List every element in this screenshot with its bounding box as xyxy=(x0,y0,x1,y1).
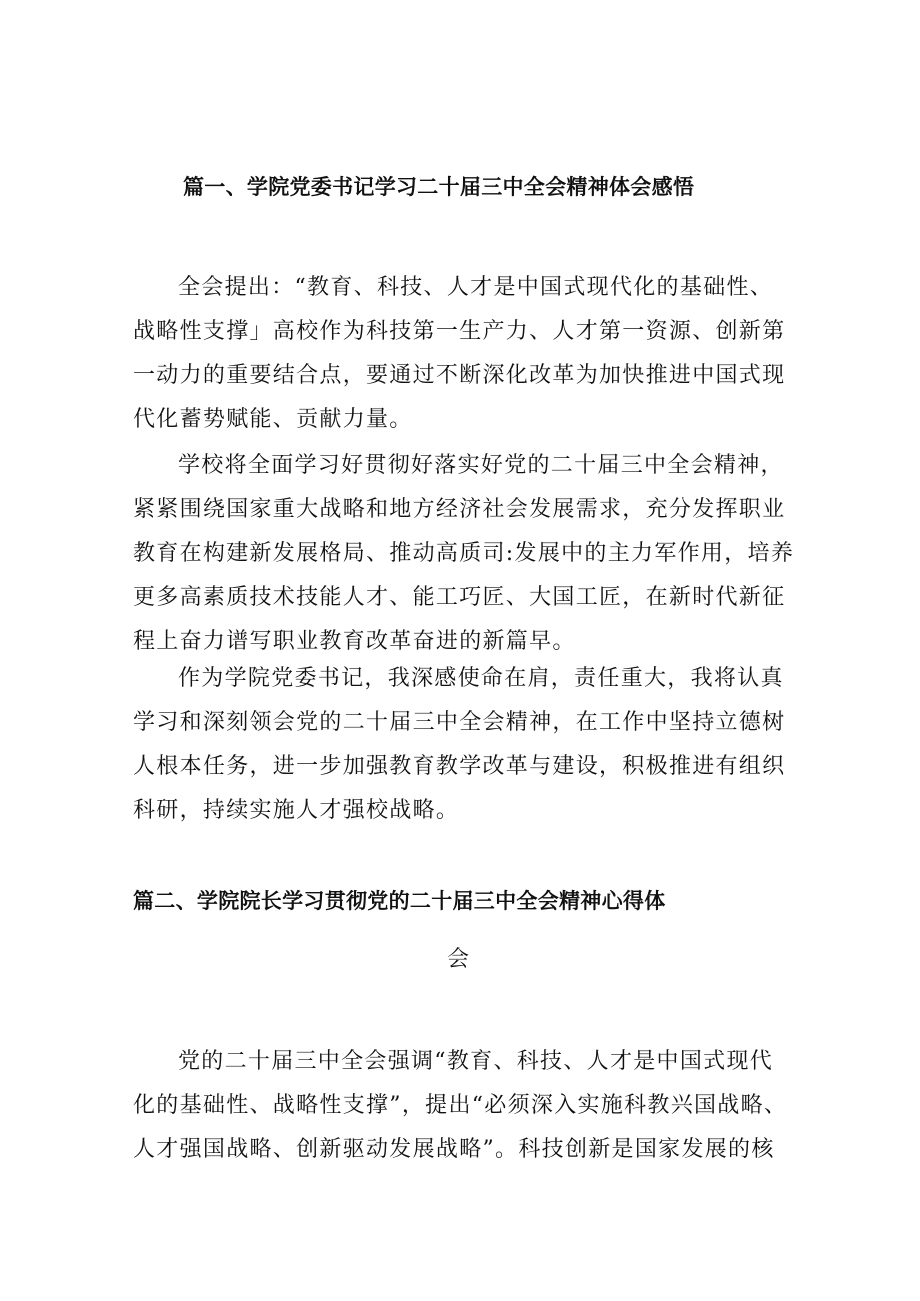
text-line: 程上奋力谱写职业教育改革奋进的新篇早。 xyxy=(133,629,576,654)
article-2-title-line-2: 会 xyxy=(447,947,470,972)
article-2-paragraph-1 xyxy=(133,1040,793,1172)
text-line: 更多高素质技术技能人才、能工巧匠、大国工匠，在新时代新征 xyxy=(133,585,786,610)
text-line: 紧紧围绕国家重大战略和地方经济社会发展需求，充分发挥职业 xyxy=(133,497,786,522)
text-line: 学校将全面学习好贯彻好落实好党的二十届三中全会精神， xyxy=(178,453,784,478)
text-line: 学习和深刻领会党的二十届三中全会精神，在工作中坚持立德树 xyxy=(133,710,786,735)
article-1-paragraph-2 xyxy=(133,444,793,664)
text-line: 科研，持续实施人才强校战略。 xyxy=(133,798,460,823)
article-2-title-line-1: 篇二、学院院长学习贯彻党的二十届三中全会精神心得体 xyxy=(133,889,666,913)
text-line: 教育在构建新发展格局、推动高质司:发展中的主力军作用，培养 xyxy=(133,541,795,566)
text-line: 一动力的重要结合点，要通过不断深化改革为加快推进中国式现 xyxy=(133,363,786,388)
text-line: 人根本任务，进一步加强教育教学改革与建设，积极推进有组织 xyxy=(133,754,786,779)
text-line: 战略性支撑」高校作为科技第一生产力、人才第一资源、创新第 xyxy=(133,319,786,344)
text-line: 党的二十届三中全会强调“教育、科技、人才是中国式现代 xyxy=(178,1049,774,1074)
text-line: 代化蓄势赋能、贡献力量。 xyxy=(133,407,413,432)
article-1-title: 篇一、学院党委书记学习二十届三中全会精神体会感悟 xyxy=(183,175,695,199)
text-line: 人才强国战略、创新驱动发展战略”。科技创新是国家发展的核 xyxy=(133,1137,775,1162)
text-line: 全会提出：“教育、科技、人才是中国式现代化的基础性、 xyxy=(178,275,774,300)
text-line: 作为学院党委书记，我深感使命在肩，责任重大，我将认真 xyxy=(178,666,784,691)
article-1-paragraph-1 xyxy=(133,266,793,442)
article-1-paragraph-3 xyxy=(133,657,793,833)
text-line: 化的基础性、战略性支撑”，提出“必须深入实施科教兴国战略、 xyxy=(133,1093,788,1118)
